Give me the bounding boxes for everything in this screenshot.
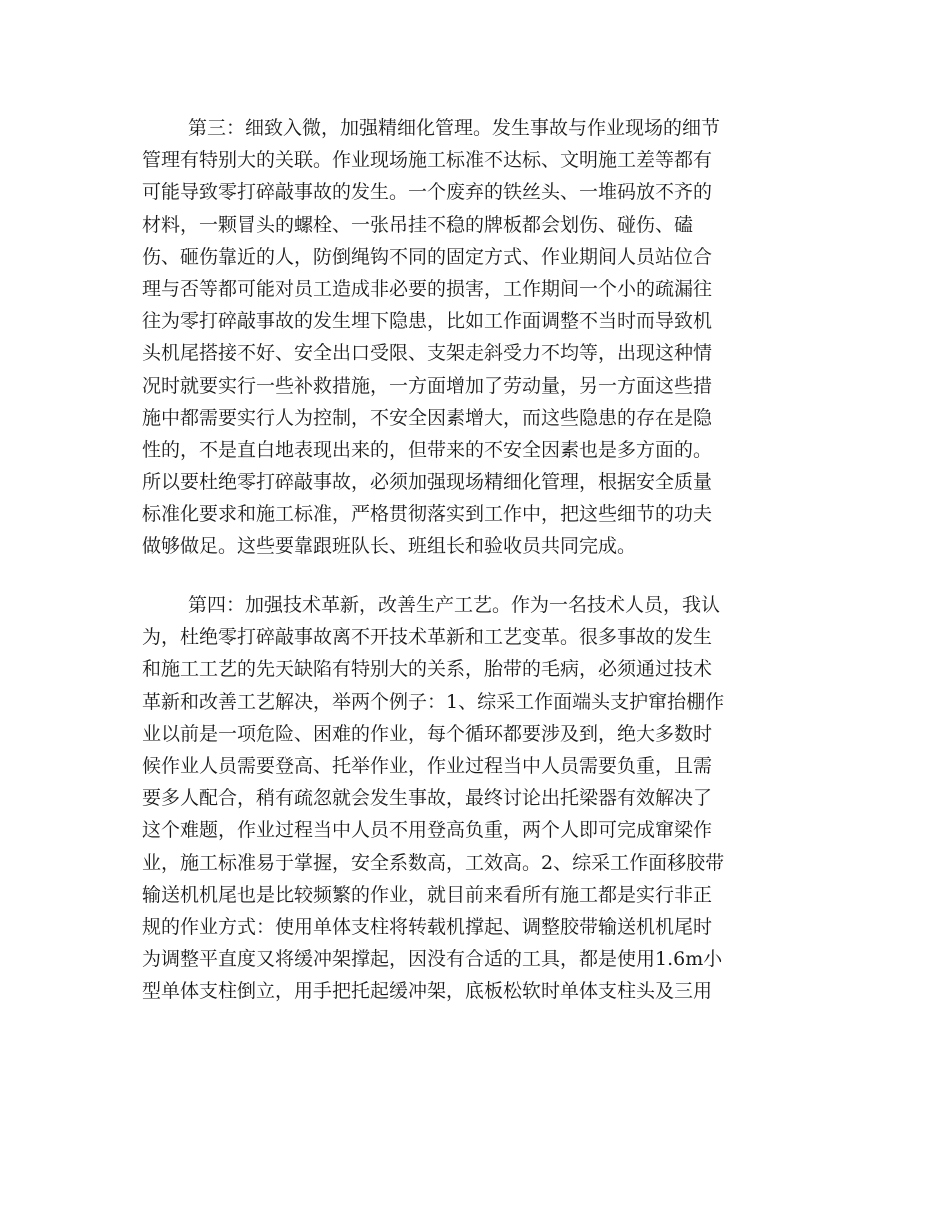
paragraph-line: 性的，不是直白地表现出来的，但带来的不安全因素也是多方面的。 bbox=[142, 438, 713, 461]
paragraph-line: 型单体支柱倒立，用手把托起缓冲架，底板松软时单体支柱头及三用 bbox=[142, 980, 713, 1003]
paragraph-line: 要多人配合，稍有疏忽就会发生事故，最终讨论出托梁器有效解决了 bbox=[142, 787, 713, 810]
paragraph-line: 可能导致零打碎敲事故的发生。一个废弃的铁丝头、一堆码放不齐的 bbox=[142, 181, 713, 204]
paragraph-line: 理与否等都可能对员工造成非必要的损害，工作期间一个小的疏漏往 bbox=[142, 277, 713, 300]
paragraph-line: 往为零打碎敲事故的发生埋下隐患，比如工作面调整不当时而导致机 bbox=[142, 310, 713, 333]
paragraph-line: 头机尾搭接不好、安全出口受限、支架走斜受力不均等，出现这种情 bbox=[142, 342, 713, 365]
paragraph-line: 伤、砸伤靠近的人，防倒绳钩不同的固定方式、作业期间人员站位合 bbox=[142, 245, 713, 268]
paragraph-line: 候作业人员需要登高、托举作业，作业过程当中人员需要负重，且需 bbox=[142, 754, 713, 777]
paragraph-line: 标准化要求和施工标准，严格贯彻落实到工作中，把这些细节的功夫 bbox=[142, 503, 713, 526]
paragraph-line: 材料，一颗冒头的螺栓、一张吊挂不稳的牌板都会划伤、碰伤、磕 bbox=[142, 213, 694, 236]
paragraph-line: 管理有特别大的关联。作业现场施工标准不达标、文明施工差等都有 bbox=[142, 149, 713, 172]
paragraph-section-4 bbox=[142, 589, 724, 1007]
paragraph-line: 革新和改善工艺解决，举两个例子：1、综采工作面端头支护窜抬棚作 bbox=[142, 690, 725, 713]
paragraph-section-3 bbox=[142, 112, 720, 563]
paragraph-line: 业以前是一项危险、困难的作业，每个循环都要涉及到，绝大多数时 bbox=[142, 722, 713, 745]
paragraph-line: 这个难题，作业过程当中人员不用登高负重，两个人即可完成窜梁作 bbox=[142, 819, 713, 842]
paragraph-line: 为，杜绝零打碎敲事故离不开技术革新和工艺变革。很多事故的发生 bbox=[142, 626, 713, 649]
paragraph-line: 第四：加强技术革新，改善生产工艺。作为一名技术人员，我认 bbox=[188, 594, 721, 616]
paragraph-line: 施中都需要实行人为控制，不安全因素增大，而这些隐患的存在是隐 bbox=[142, 406, 713, 429]
paragraph-line: 业，施工标准易于掌握，安全系数高，工效高。2、综采工作面移胶带 bbox=[142, 851, 725, 874]
paragraph-line: 和施工工艺的先天缺陷有特别大的关系，胎带的毛病，必须通过技术 bbox=[142, 658, 713, 681]
paragraph-line: 做够做足。这些要靠跟班队长、班组长和验收员共同完成。 bbox=[142, 535, 637, 558]
paragraph-line: 所以要杜绝零打碎敲事故，必须加强现场精细化管理，根据安全质量 bbox=[142, 471, 713, 494]
paragraph-line: 输送机机尾也是比较频繁的作业，就目前来看所有施工都是实行非正 bbox=[142, 883, 713, 906]
paragraph-line: 为调整平直度又将缓冲架撑起，因没有合适的工具，都是使用1.6m小 bbox=[142, 948, 723, 971]
paragraph-line: 况时就要实行一些补救措施，一方面增加了劳动量，另一方面这些措 bbox=[142, 374, 713, 397]
paragraph-line: 第三：细致入微，加强精细化管理。发生事故与作业现场的细节 bbox=[188, 117, 721, 139]
paragraph-line: 规的作业方式：使用单体支柱将转载机撑起、调整胶带输送机机尾时 bbox=[142, 915, 713, 938]
